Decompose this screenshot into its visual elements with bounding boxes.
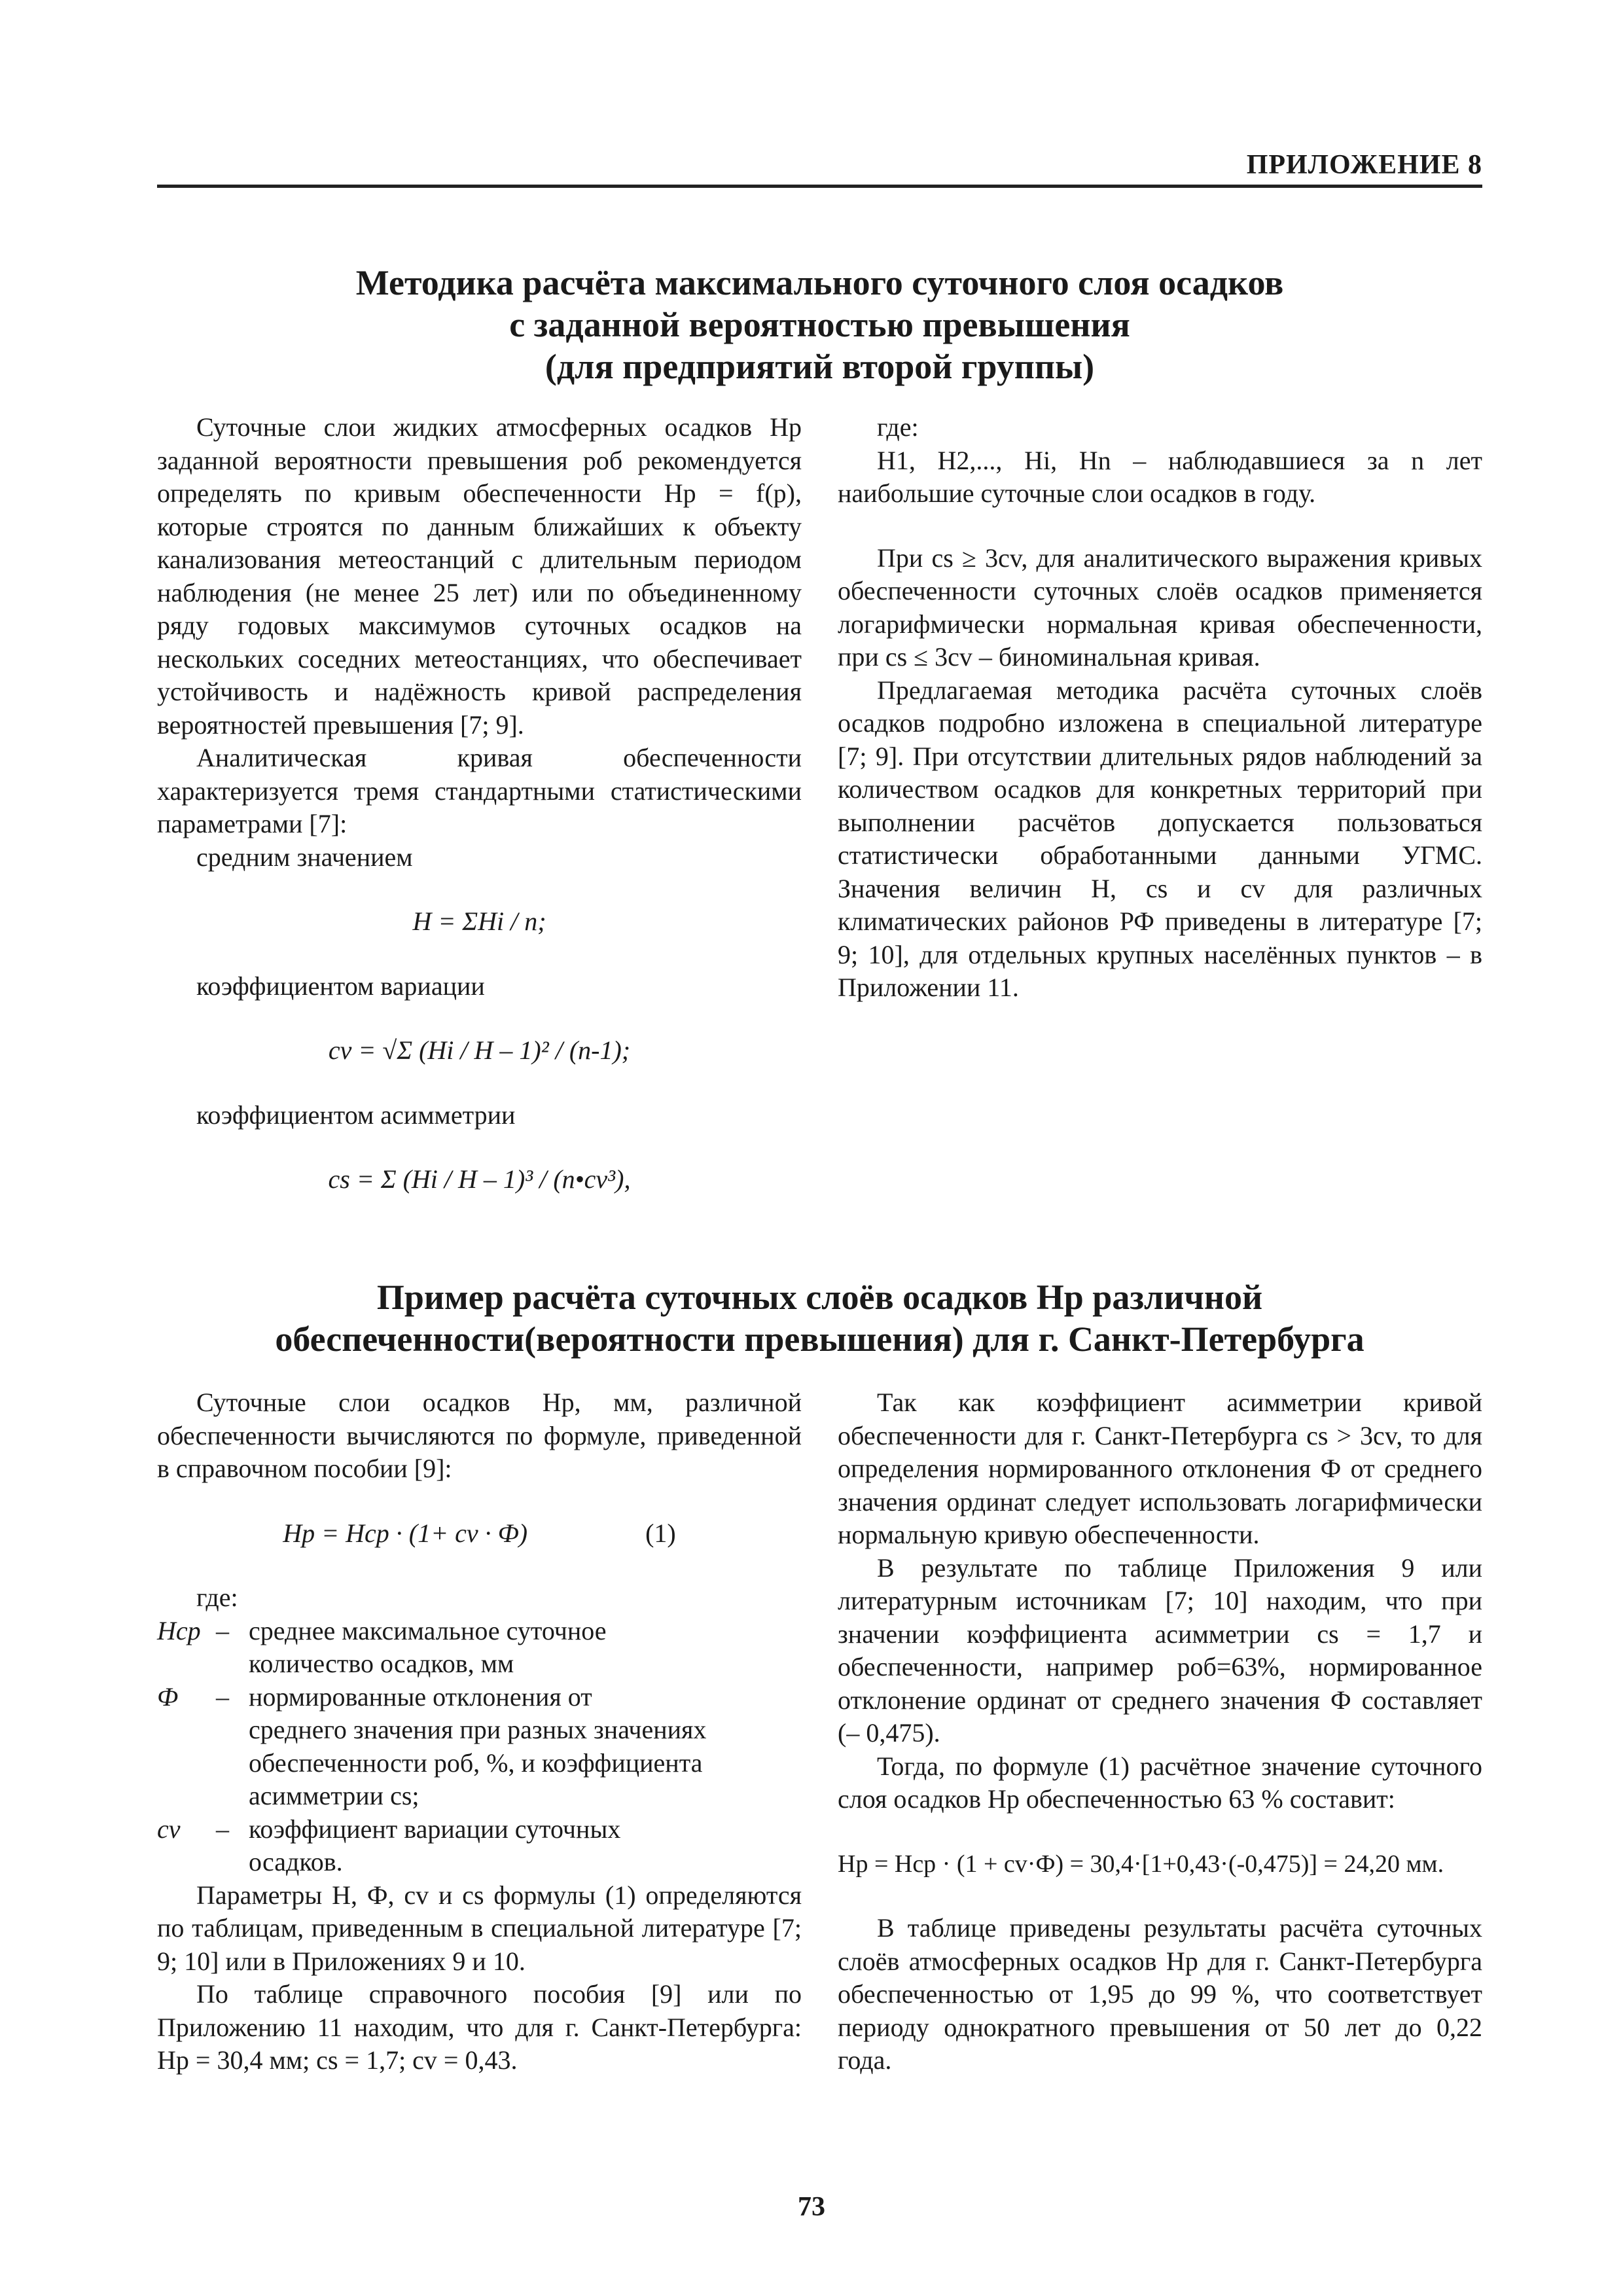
- section1-title-line: Методика расчёта максимального суточного слоя осадков: [355, 263, 1284, 302]
- formula-cv: cv = √Σ (Hi / H – 1)² / (n-1);: [328, 1035, 631, 1065]
- definitions-list: [157, 1615, 802, 1879]
- paragraph: В таблице приведены результаты расчёта суточных слоёв атмосферных осадков Hр для г. Санкт-Петербурга обеспеченностью от 1,95 до 99 %, что соответствует периоду однократного превышения от 50 лет до 0,22 года.: [838, 1913, 1482, 2075]
- paragraph: Предлагаемая методика расчёта суточных слоёв осадков подробно изложена в специальной литературе [7; 9]. При отсутствии длительных рядов наблюдений за количеством осадков для конкретных территорий при выполнении расчётов допускается пользоваться статистически обработанными данными УГМС. Значения величин H, cs и cv для различных климатических районов РФ приведены в литературе [7; 9; 10], для отдельных крупных населённых пунктов – в Приложении 11.: [838, 675, 1482, 1002]
- section2-left-column: [157, 1386, 802, 2077]
- paragraph: При cs ≥ 3cv, для аналитического выражения кривых обеспеченности суточных слоёв осадков применяется логарифмически нормальная кривая обеспеченности, при cs ≤ 3cv – биноминальная кривая.: [838, 543, 1482, 672]
- paragraph: Параметры H, Ф, cv и cs формулы (1) определяются по таблицам, приведенным в специальной литературе [7; 9; 10] или в Приложениях 9 и 10.: [157, 1880, 802, 1976]
- definition-symbol: Hср: [157, 1615, 201, 1645]
- formula-1-number: (1): [645, 1518, 676, 1548]
- paragraph: H1, H2,..., Hi, Hn – наблюдавшиеся за n лет наибольшие суточные слои осадков в году.: [838, 445, 1482, 508]
- definition-continuation: среднего значения при разных значениях: [249, 1715, 707, 1744]
- label-cv: коэффициентом вариации: [196, 971, 485, 1001]
- running-head: ПРИЛОЖЕНИЕ 8: [1246, 150, 1482, 180]
- where-label: где:: [877, 412, 919, 442]
- section1-left-column: [157, 411, 802, 1196]
- definition-continuation: количество осадков, мм: [249, 1649, 514, 1678]
- formula-calculation: Hр = Hср · (1 + cv·Ф) = 30,4·[1+0,43·(-0,475)] = 24,20 мм.: [838, 1850, 1444, 1878]
- definition-row: Ф – нормированные отклонения от: [157, 1681, 802, 1714]
- page-number: 73: [798, 2192, 825, 2222]
- section1-title: [157, 262, 1482, 387]
- paragraph: Так как коэффициент асимметрии кривой обеспеченности для г. Санкт-Петербурга cs > 3cv, то для определения нормированного отклонения Ф от среднего значения ординат следует использовать логарифмически нормальную кривую обеспеченности.: [838, 1388, 1482, 1549]
- section1-right-column: [838, 411, 1482, 1005]
- section2-title: [157, 1276, 1482, 1360]
- definition-row: cv – коэффициент вариации суточных: [157, 1813, 802, 1846]
- paragraph: В результате по таблице Приложения 9 или литературным источникам [7; 10] находим, что при значении коэффициента асимметрии cs = 1,7 и обеспеченности, например pоб=63%, нормированное отклонение ординат от среднего значения Ф составляет (– 0,475).: [838, 1552, 1482, 1748]
- paragraph: По таблице справочного пособия [9] или по Приложению 11 находим, что для г. Санкт-Петербурга: Hр = 30,4 мм; cs = 1,7; cv = 0,43.: [157, 1979, 802, 2075]
- definition-continuation: асимметрии cs;: [249, 1781, 419, 1810]
- where-label: где:: [196, 1583, 238, 1612]
- definition-text: нормированные отклонения от: [249, 1681, 592, 1712]
- paragraph: Суточные слои осадков Hр, мм, различной обеспеченности вычисляются по формуле, приведенной в справочном пособии [9]:: [157, 1388, 802, 1483]
- definition-row: Hср – среднее максимальное суточное: [157, 1615, 802, 1648]
- paragraph: Суточные слои жидких атмосферных осадков Hр заданной вероятности превышения pоб рекомендуется определять по кривым обеспеченности Hр = f(p), которые строятся по данным ближайших к объекту канализования метеостанций с длительным периодом наблюдения (не менее 25 лет) или по объединенному ряду годовых максимумов суточных осадков на нескольких соседних метеостанциях, что обеспечивает устойчивость и надёжность кривой распределения вероятностей превышения [7; 9].: [157, 412, 802, 740]
- section1-title-line: (для предприятий второй группы): [544, 347, 1095, 386]
- definition-symbol: cv: [157, 1814, 181, 1844]
- definition-text: коэффициент вариации суточных: [249, 1814, 621, 1844]
- formula-cs: cs = Σ (Hi / H – 1)³ / (n•cv³),: [328, 1164, 631, 1194]
- label-mean: средним значением: [196, 842, 413, 872]
- section2-right-column: [838, 1386, 1482, 2077]
- formula-1: [157, 1517, 802, 1551]
- definition-continuation: обеспеченности pоб, %, и коэффициента: [249, 1748, 703, 1778]
- section2-title-line: Пример расчёта суточных слоёв осадков Hр различной: [376, 1278, 1263, 1317]
- formula-mean: H = ΣHi / n;: [412, 906, 546, 936]
- definition-symbol: Ф: [157, 1681, 179, 1712]
- definition-text: среднее максимальное суточное: [249, 1615, 607, 1645]
- definition-continuation: осадков.: [249, 1847, 343, 1876]
- paragraph: Тогда, по формуле (1) расчётное значение суточного слоя осадков Hр обеспеченностью 63 % составит:: [838, 1751, 1482, 1814]
- formula-1-body: Hр = Hср · (1+ cv · Ф): [283, 1518, 528, 1548]
- section1-title-line: с заданной вероятностью превышения: [509, 305, 1130, 344]
- header-rule: [157, 185, 1482, 188]
- label-cs: коэффициентом асимметрии: [196, 1100, 516, 1130]
- section2-title-line: обеспеченности(вероятности превышения) для г. Санкт-Петербурга: [275, 1319, 1364, 1359]
- paragraph: Аналитическая кривая обеспеченности характеризуется тремя стандартными статистическими параметрами [7]:: [157, 743, 802, 838]
